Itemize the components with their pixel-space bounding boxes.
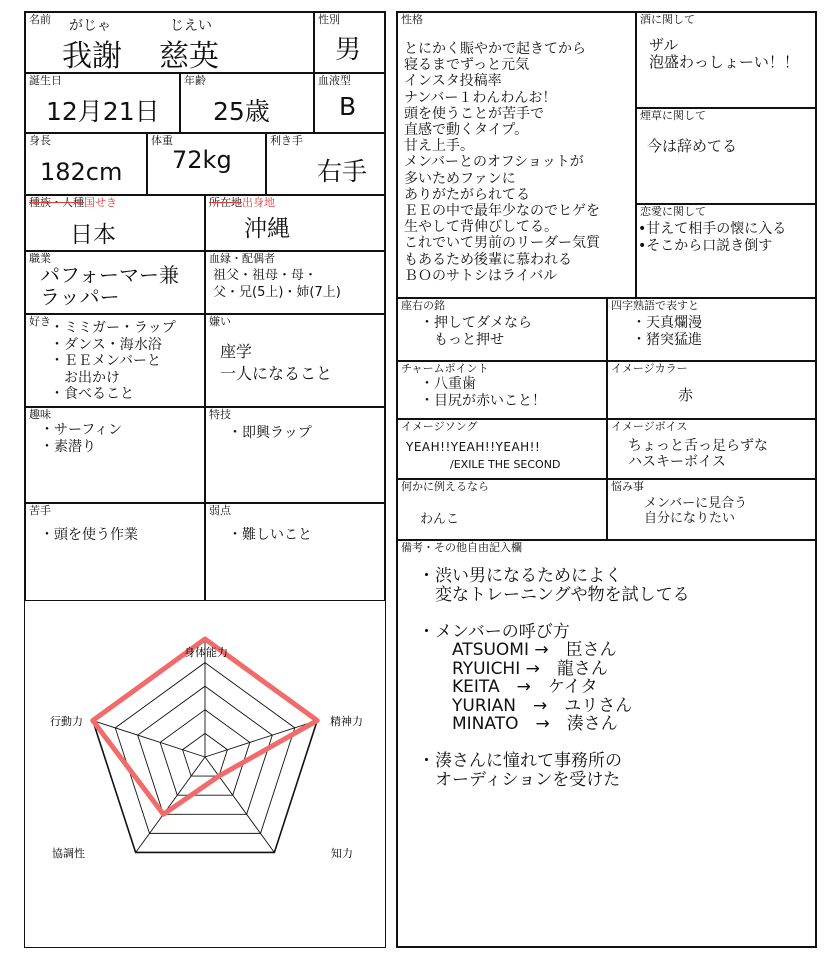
hand-value: 右手	[317, 157, 368, 186]
charm-label: チャームポイント	[401, 362, 489, 375]
gender-label: 性別	[318, 13, 340, 26]
location-value: 沖縄	[244, 216, 290, 242]
location-label-struck: 所在地	[209, 196, 242, 209]
idiom-cell	[607, 298, 816, 361]
blood-value: B	[339, 92, 357, 121]
skills-value: ・即興ラップ	[228, 425, 312, 441]
occupation-label: 職業	[29, 252, 51, 265]
image-color-value: 赤	[678, 386, 694, 404]
worries-cell	[607, 479, 816, 540]
name-cell	[25, 12, 314, 73]
motto-label: 座右の銘	[401, 299, 445, 312]
image-song-artist: /EXILE THE SECOND	[450, 458, 561, 471]
race-correction: 国せき	[84, 196, 117, 209]
family-value: 祖父・祖母・母・ 父・兄(5上)・姉(7上)	[213, 268, 341, 300]
occupation-cell	[25, 251, 205, 314]
romance-label: 恋愛に関して	[640, 205, 706, 218]
likes-label: 好き	[29, 315, 51, 328]
name-label: 名前	[29, 13, 51, 26]
metaphor-cell	[397, 479, 607, 540]
birthday-label: 誕生日	[29, 74, 62, 87]
race-cell	[25, 195, 205, 251]
weak-at-cell	[25, 503, 205, 601]
location-correction: 出身地	[242, 196, 275, 209]
radar-label-action: 行動力	[50, 715, 83, 728]
hobbies-cell	[25, 407, 205, 503]
metaphor-label: 何かに例えるなら	[401, 480, 489, 493]
romance-cell	[636, 204, 816, 298]
left-profile-panel	[24, 11, 386, 948]
dislikes-cell	[205, 314, 385, 407]
charm-cell	[397, 361, 607, 419]
radar-axis	[136, 757, 205, 852]
dislikes-value: 座学 一人になること	[220, 342, 333, 383]
radar-grid	[93, 639, 317, 852]
notes-cell	[397, 540, 816, 947]
blood-label: 血液型	[318, 74, 351, 87]
notes-label: 備考・その他自由記入欄	[401, 541, 522, 554]
age-value: 25歳	[213, 97, 270, 126]
height-cell	[25, 133, 147, 195]
skills-cell	[205, 407, 385, 503]
alcohol-cell	[636, 12, 816, 108]
radar-axis	[205, 757, 274, 852]
location-cell	[205, 195, 385, 251]
personality-label: 性格	[401, 13, 423, 26]
metaphor-value: わんこ	[420, 512, 460, 527]
weak-at-value: ・頭を使う作業	[40, 527, 138, 543]
radar-chart	[25, 602, 385, 947]
height-value: 182cm	[40, 158, 123, 186]
image-voice-cell	[607, 419, 816, 479]
height-label: 身長	[29, 134, 51, 147]
idiom-value: ・天真爛漫 ・猪突猛進	[632, 315, 702, 348]
alcohol-label: 酒に関して	[640, 13, 695, 26]
image-voice-value: ちょっと舌っ足らずな ハスキーボイス	[628, 438, 768, 470]
race-value: 日本	[70, 222, 116, 248]
radar-label-physical: 身体能力	[184, 646, 228, 659]
birthday-value: 12月21日	[46, 97, 160, 126]
worries-value: メンバーに見合う 自分になりたい	[644, 496, 748, 526]
image-color-label: イメージカラー	[611, 362, 688, 375]
smoking-value: 今は辞めてる	[647, 137, 738, 155]
hobbies-value: ・サーフィン ・素潜り	[40, 422, 123, 455]
occupation-value: パフォーマー兼 ラッパー	[40, 263, 179, 309]
weight-value: 72kg	[172, 146, 232, 174]
radar-label-mental: 精神力	[330, 715, 363, 728]
charm-value: ・八重歯 ・目尻が赤いこと！	[420, 376, 546, 409]
hobbies-label: 趣味	[29, 408, 51, 421]
dislikes-label: 嫌い	[209, 315, 231, 328]
gender-value: 男	[335, 35, 362, 65]
name-family: 我謝	[62, 39, 122, 74]
name-furigana-family: がじゃ	[69, 18, 111, 34]
radar-label-cooperation: 協調性	[52, 847, 85, 860]
race-label-struck: 種族・人種	[29, 196, 84, 209]
weight-cell	[147, 133, 266, 195]
motto-cell	[397, 298, 607, 361]
weakness-label: 弱点	[209, 504, 231, 517]
alcohol-value: ザル 泡盛わっしょーい！！	[649, 36, 799, 71]
radar-label-intellect: 知力	[331, 847, 353, 860]
smoking-cell	[636, 108, 816, 204]
skills-label: 特技	[209, 408, 231, 421]
likes-cell	[25, 314, 205, 407]
gender-cell	[314, 12, 385, 73]
weakness-value: ・難しいこと	[228, 527, 312, 543]
right-profile-panel	[396, 11, 817, 948]
likes-value: ・ミミガー・ラップ ・ダンス・海水浴 ・ＥＥメンバーと お出かけ ・食べること	[50, 320, 176, 402]
worries-label: 悩み事	[611, 480, 644, 493]
family-label: 血縁・配偶者	[209, 252, 275, 265]
personality-value: とにかく賑やかで起きてから 寝るまでずっと元気 インスタ投稿率 ナンバー１わんわんお！ 頭を使うことが苦手で 直感で動くタイプ。 甘え上手。 メンバーとのオフショットが 多いためファンに ありがたがられてる ＥＥの中で最年少なのでヒゲを 生やして背伸びしてる。 これでいて男前のリーダー気質 もあるため後輩に慕われる ＢＯのサトシはライバル	[404, 41, 600, 284]
image-song-label: イメージソング	[401, 420, 478, 433]
idiom-label: 四字熟語で表すと	[611, 299, 699, 312]
image-color-cell	[607, 361, 816, 419]
name-given: 慈英	[159, 39, 219, 74]
image-song-value: YEAH!!YEAH!!YEAH!!	[406, 440, 541, 454]
weakness-cell	[205, 503, 385, 601]
weight-label: 体重	[151, 134, 173, 147]
hand-label: 利き手	[270, 134, 303, 147]
smoking-label: 煙草に関して	[640, 109, 706, 122]
notes-value: ・渋い男になるためによく 変なトレーニングや物を試してる ・メンバーの呼び方 ATSUOMI → 臣さん RYUICHI → 龍さん KEITA → ケイタ YURIAN → ユリさん MINATO → 湊さん ・湊さんに憧れて事務所の オーディションを受けた	[418, 566, 690, 790]
romance-value: •甘えて相手の懐に入る •そこから口説き倒す	[638, 221, 787, 254]
hand-cell	[266, 133, 385, 195]
family-cell	[205, 251, 385, 314]
image-voice-label: イメージボイス	[611, 420, 688, 433]
blood-cell	[314, 73, 385, 133]
personality-cell	[397, 12, 636, 298]
age-label: 年齢	[184, 74, 206, 87]
weak-at-label: 苦手	[29, 504, 51, 517]
motto-value: ・押してダメなら もっと押せ	[420, 315, 532, 348]
name-furigana-given: じえい	[170, 18, 212, 34]
image-song-cell	[397, 419, 607, 479]
age-cell	[180, 73, 314, 133]
birthday-cell	[25, 73, 180, 133]
